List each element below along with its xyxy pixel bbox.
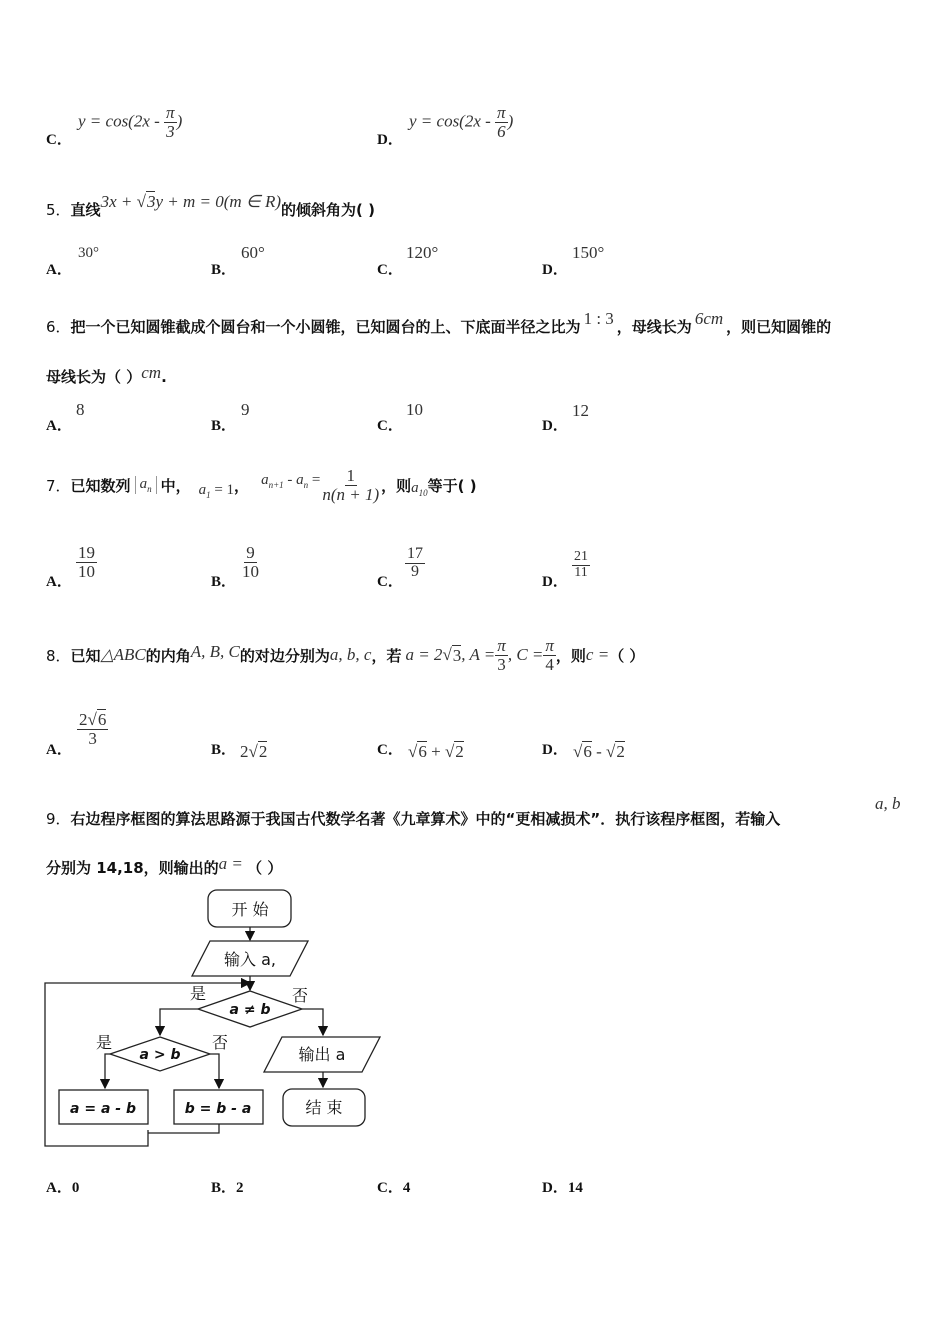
q4-d-num: π	[497, 103, 506, 122]
q5-stem	[46, 192, 375, 220]
q7-text-b: 中，	[160, 476, 191, 495]
q9-number: 9．	[46, 810, 71, 828]
q6-option-b-label: B．	[211, 418, 237, 434]
q8-text-a: 已知	[70, 646, 101, 665]
q9-option-d-label: D．	[542, 1180, 568, 1196]
q7-seq-sub: n	[147, 484, 152, 494]
flow-no1-label: 否	[291, 986, 309, 1005]
q9-text-a: 右边程序框图的算法思路源于我国古代数学名著《九章算术》中的“更相减损术”．执行该程序框图，若输入	[70, 810, 781, 828]
q7-rec-b-sub: n	[303, 480, 309, 490]
q8-stem	[46, 630, 644, 680]
q8-a-sqrt: 6	[97, 710, 107, 729]
q7-seq	[135, 476, 157, 494]
q7-a-den: 10	[78, 561, 95, 581]
q5-option-b-value: 60°	[241, 243, 265, 262]
flow-assign-a-label: a = a - b	[70, 1101, 136, 1117]
q8-cond-c: , C =	[507, 645, 544, 664]
q4-option-d-expr	[409, 104, 513, 141]
q9-option-b	[211, 1176, 244, 1197]
q8-triangle: △ABC	[100, 645, 146, 664]
q4-c-den: 3	[166, 121, 175, 141]
q4-c-num: π	[166, 103, 175, 122]
q4-d-prefix: y = cos(2x -	[409, 111, 491, 131]
flow-cond1-label: a ≠ b	[229, 1002, 271, 1018]
q7-rec-minus: -	[283, 472, 297, 488]
q8-condition: a = 2 √ 3 , A = $\frac{\pi}{3}$ , C = $\frac{\pi}{4}$	[405, 635, 554, 674]
q7-d-den: 11	[574, 564, 588, 580]
q8-angles: A, B, C	[190, 642, 240, 661]
q7-rec-a: a	[261, 472, 269, 488]
q6-number: 6．	[46, 318, 71, 336]
q6-option-c-value: 10	[406, 400, 423, 419]
q8-d-sqrt2: 2	[616, 742, 625, 761]
q5-option-a-label: A．	[46, 262, 72, 278]
q6-option-a-label: A．	[46, 418, 72, 434]
q9-text-b: 分别为 14,18，则输出的	[46, 859, 219, 877]
q5-option-c-value: 120°	[406, 243, 439, 262]
q8-cond-sqrt: 3	[452, 645, 462, 665]
q8-target: c =	[585, 645, 610, 664]
q5-lead: 直线	[70, 201, 101, 219]
q8-cond-a-num: π	[497, 635, 506, 655]
q8-c-sqrt1: 6	[418, 742, 427, 761]
q5-number: 5．	[46, 201, 71, 219]
flow-cond2-label: a > b	[139, 1047, 181, 1063]
q7-option-a-value	[76, 544, 97, 581]
q8-option-b-label: B．	[211, 742, 237, 758]
q6-ratio: 1 : 3	[583, 309, 614, 328]
q8-option-a-label: A．	[46, 742, 72, 758]
q8-a-den: 3	[88, 728, 97, 748]
q8-text-e: ，则	[555, 646, 586, 665]
q4-d-den: 6	[497, 121, 506, 141]
q9-option-a-value: 0	[71, 1180, 80, 1196]
q5-eq-b: y + m = 0(m ∈ R)	[155, 192, 281, 211]
q7-stem	[46, 460, 477, 510]
q7-option-c-value	[405, 546, 425, 581]
q6-text-c: ，则已知圆锥的	[726, 318, 832, 336]
q9-option-b-value: 2	[236, 1180, 244, 1196]
q7-rec-eq: =	[308, 472, 321, 488]
q8-cond-a: a = 2	[405, 645, 443, 664]
q6-text-a: 把一个已知圆锥截成个圆台和一个小圆锥，已知圆台的上、下底面半径之比为	[70, 318, 581, 336]
q6-text-d: 母线长为（ ）	[46, 368, 142, 386]
q8-text-d: ，若	[371, 646, 402, 665]
q6-text-b: ，母线长为	[616, 318, 692, 336]
q6-option-d-value: 12	[572, 401, 589, 420]
q9-stem-line1	[46, 808, 780, 829]
q7-option-b-label: B．	[211, 574, 237, 590]
q4-option-d-label: D．	[377, 132, 403, 148]
q6-unit: cm	[141, 363, 162, 382]
q5-option-a-value: 30°	[78, 245, 99, 261]
q8-cond-c-den: 4	[545, 654, 554, 674]
q8-option-a-value: $\frac{2√6}{3}$	[79, 710, 107, 748]
q9-target: a =	[218, 854, 248, 873]
flow-yes1-label: 是	[189, 984, 207, 1003]
q9-option-c	[377, 1176, 410, 1197]
q8-b-coef: 2	[240, 742, 249, 761]
q9-stem-line2	[46, 854, 283, 878]
q7-option-d-label: D．	[542, 574, 568, 590]
q7-text-d: ，则	[381, 476, 412, 495]
q9-option-b-label: B．	[211, 1180, 237, 1196]
q7-c-num: 17	[407, 545, 423, 562]
q7-b-den: 10	[242, 561, 259, 581]
q4-option-c-expr	[78, 104, 182, 141]
q6-option-a-value: 8	[76, 400, 85, 419]
q7-rec-frac	[320, 467, 381, 504]
flow-output-label: 输出 a	[298, 1045, 346, 1064]
q8-sides: a, b, c	[329, 645, 372, 664]
q7-a1-a: a	[198, 482, 207, 498]
flow-start-label: 开 始	[231, 900, 269, 919]
q7-option-b-value	[240, 544, 261, 581]
q8-option-b-value: 2√2	[240, 742, 268, 761]
q7-a10-a: a	[411, 480, 419, 496]
q7-option-a-label: A．	[46, 574, 72, 590]
q5-eq-sqrt: 3	[146, 192, 156, 211]
q7-text-c: ，	[234, 476, 250, 495]
q7-rec-num: 1	[346, 465, 355, 485]
q9-option-c-value: 4	[402, 1180, 411, 1196]
q7-a1-eq: = 1	[210, 482, 235, 498]
q6-option-b-value: 9	[241, 400, 250, 419]
q5-option-d-value: 150°	[572, 243, 605, 262]
q9-option-c-label: C．	[377, 1180, 403, 1196]
q7-a1	[199, 482, 234, 500]
q7-recurrence	[261, 467, 381, 504]
q6-length: 6cm	[694, 309, 724, 328]
q4-option-c-label: C．	[46, 132, 72, 148]
q9-text-c: （ ）	[247, 859, 283, 877]
q6-stem-line2	[46, 363, 167, 387]
q4-c-frac	[164, 104, 177, 141]
q4-d-frac	[495, 104, 508, 141]
flow-no2-label: 否	[211, 1033, 229, 1052]
q7-b-num: 9	[246, 543, 255, 562]
q7-rec-b: a	[296, 472, 304, 488]
q7-number: 7．	[46, 476, 71, 495]
q8-cond-a-den: 3	[497, 654, 506, 674]
q8-option-d-value: √6 - √2	[573, 742, 625, 761]
q7-text-a: 已知数列	[70, 476, 131, 495]
q5-option-b-label: B．	[211, 262, 237, 278]
flow-end-label: 结 束	[305, 1098, 343, 1117]
q9-option-a	[46, 1176, 79, 1197]
flow-assign-b-label: b = b - a	[184, 1101, 252, 1117]
q5-option-d-label: D．	[542, 262, 568, 278]
q5-eq-a: 3x +	[100, 192, 137, 211]
q8-b-sqrt: 2	[258, 742, 268, 761]
q4-c-prefix: y = cos(2x -	[78, 111, 160, 131]
q8-d-sqrt1: 6	[583, 742, 592, 761]
q8-c-op: +	[426, 742, 445, 761]
q7-rec-a-sub: n+1	[268, 480, 284, 490]
q7-a10	[411, 480, 428, 498]
q6-text-e: .	[161, 368, 167, 386]
q7-d-num: 21	[574, 549, 588, 564]
q8-c-sqrt2: 2	[455, 742, 464, 761]
q5-equation: 3x + √3y + m = 0(m ∈ R)	[100, 192, 281, 211]
q4-c-suffix: )	[176, 111, 183, 131]
q8-text-c: 的对边分别为	[239, 646, 330, 665]
q9-flowchart	[40, 885, 390, 1150]
q5-option-c-label: C．	[377, 262, 403, 278]
flow-yes2-label: 是	[95, 1033, 113, 1052]
q6-option-d-label: D．	[542, 418, 568, 434]
q7-c-den: 9	[411, 562, 419, 580]
q6-option-c-label: C．	[377, 418, 403, 434]
q7-a1-sub: 1	[206, 490, 211, 500]
q9-option-d-value: 14	[567, 1180, 583, 1196]
q8-d-op: -	[591, 742, 607, 761]
q7-option-c-label: C．	[377, 574, 403, 590]
q4-d-suffix: )	[507, 111, 514, 131]
q5-tail: 的倾斜角为( )	[281, 201, 375, 219]
q8-cond-c-num: π	[545, 635, 554, 655]
q8-option-d-label: D．	[542, 742, 568, 758]
flow-input-label: 输入 a,	[224, 950, 276, 969]
q7-rec-den: n(n + 1)	[322, 484, 380, 504]
q8-text-b: 的内角	[145, 646, 191, 665]
q7-option-d-value	[572, 550, 590, 580]
q7-a-num: 19	[78, 543, 95, 562]
q8-number: 8．	[46, 646, 71, 665]
q7-a10-sub: 10	[418, 488, 428, 498]
q8-option-c-label: C．	[377, 742, 403, 758]
q9-option-d	[542, 1176, 583, 1197]
q9-inputs: a, b	[875, 794, 901, 813]
q8-option-c-value: √6 + √2	[408, 742, 464, 761]
q7-seq-a: a	[139, 476, 148, 492]
q8-cond-b: , A =	[461, 645, 496, 664]
q7-text-e: 等于( )	[427, 476, 477, 495]
q8-a-coef: 2	[79, 710, 88, 729]
q8-text-f: （ ）	[609, 646, 645, 665]
q6-stem-line1	[46, 309, 832, 337]
q9-option-a-label: A．	[46, 1180, 72, 1196]
